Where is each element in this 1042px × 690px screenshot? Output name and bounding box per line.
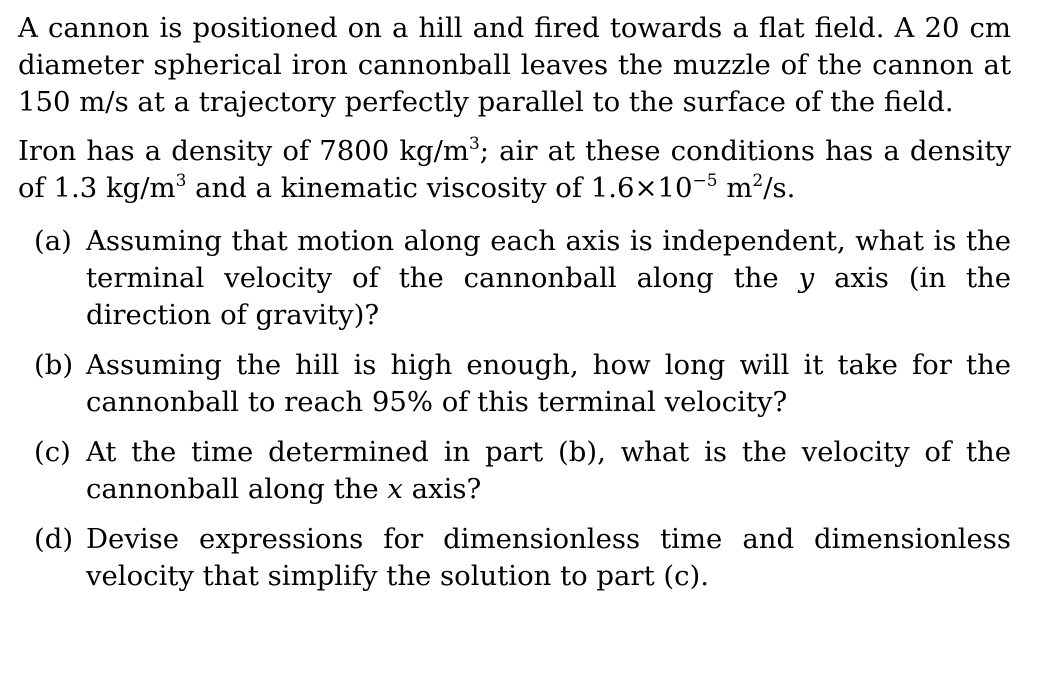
question-text: At the time determined in part (b), what is the velocity of the cannonball along the <box>86 436 1011 505</box>
problem-intro: A cannon is positioned on a hill and fired towards a flat field. A 20 cm diameter spherical iron cannonball leaves the muzzle of the cannon at 150 m/s at a trajectory perfectly parallel to the surface of the field. <box>18 12 1011 118</box>
question-text: Assuming that motion along each axis is independent, what is the terminal velocity of the cannonball along the <box>86 225 1011 294</box>
question-c <box>18 434 1011 508</box>
question-label: (c) <box>34 436 71 468</box>
exponent-minus-5: −5 <box>692 170 718 191</box>
question-b <box>18 347 1011 421</box>
exponent-2: 2 <box>752 170 764 191</box>
exponent-3-b: 3 <box>175 170 187 191</box>
question-label: (b) <box>34 349 74 381</box>
properties-text-3: and a kinematic viscosity of 1.6 <box>186 172 635 204</box>
math-variable-x: x <box>387 473 403 505</box>
question-list <box>18 223 1011 595</box>
question-a <box>18 223 1011 334</box>
properties-text-2: ; air at these conditions has a density of 1.3 kg/m <box>18 135 1011 204</box>
properties-text-6: /s. <box>763 172 796 204</box>
properties-text-4: 10 <box>657 172 693 204</box>
exponent-3: 3 <box>468 133 480 154</box>
question-label: (a) <box>34 225 72 257</box>
question-text-end: axis? <box>402 473 482 505</box>
question-text: Assuming the hill is high enough, how long will it take for the cannonball to reach 95% of this terminal velocity? <box>86 349 1011 418</box>
question-d <box>18 521 1011 595</box>
question-label: (d) <box>34 523 74 555</box>
problem-document <box>18 0 1011 611</box>
material-properties <box>18 133 1011 207</box>
times-symbol: × <box>634 172 658 204</box>
question-text: Devise expressions for dimensionless time and dimensionless velocity that simplify the solution to part (c). <box>86 523 1011 592</box>
properties-text-5: m <box>717 172 753 204</box>
question-text-end: axis (in the direction of gravity)? <box>86 262 1012 331</box>
math-variable-y: y <box>798 262 815 294</box>
properties-text-1: Iron has a density of 7800 kg/m <box>18 135 469 167</box>
